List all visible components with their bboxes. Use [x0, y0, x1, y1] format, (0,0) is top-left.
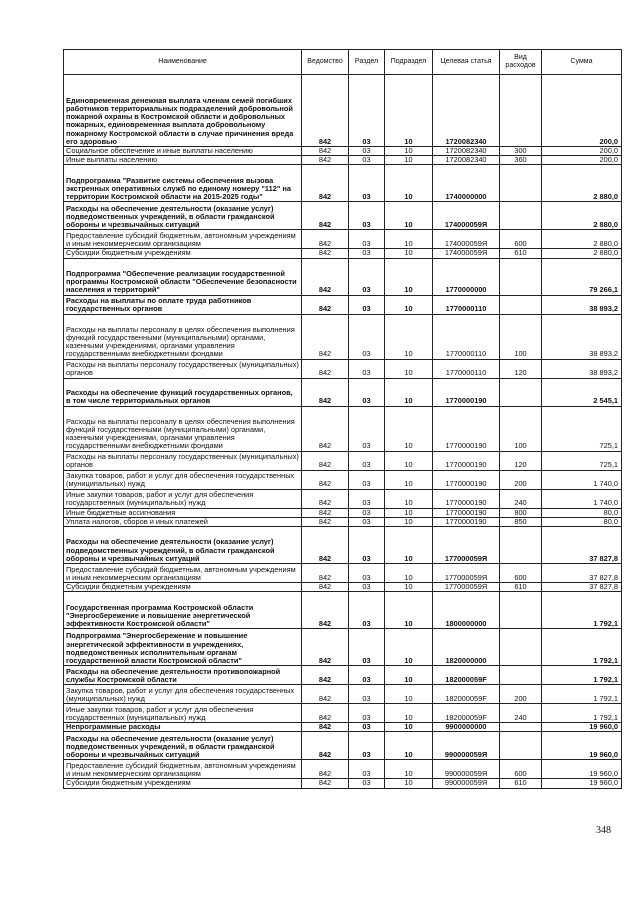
row-name: Предоставление субсидий бюджетным, автономным учреждениям и иным некоммерческим организациям: [64, 760, 302, 779]
row-department: 842: [302, 156, 349, 165]
row-target-article: 1770000190: [433, 508, 500, 517]
row-amount: 2 880,0: [542, 249, 622, 258]
budget-table-container: [63, 49, 621, 789]
row-expense-type: 800: [500, 508, 542, 517]
header-amount: Сумма: [542, 50, 622, 75]
row-amount: 1 792,1: [542, 685, 622, 704]
row-subsection: 10: [385, 517, 433, 526]
row-amount: 1 740,0: [542, 489, 622, 508]
row-expense-type: [500, 165, 542, 202]
row-department: 842: [302, 517, 349, 526]
row-amount: 19 960,0: [542, 723, 622, 732]
row-expense-type: [500, 723, 542, 732]
row-section: 03: [349, 629, 385, 666]
table-row: [64, 202, 622, 230]
header-target-article: Целевая статья: [433, 50, 500, 75]
header-subsection: Подраздел: [385, 50, 433, 75]
row-expense-type: 610: [500, 583, 542, 592]
row-subsection: 10: [385, 564, 433, 583]
row-expense-type: 240: [500, 704, 542, 723]
row-section: 03: [349, 147, 385, 156]
row-name: Расходы на обеспечение деятельности противопожарной службы Костромской области: [64, 666, 302, 685]
table-row: [64, 508, 622, 517]
row-section: 03: [349, 165, 385, 202]
row-department: 842: [302, 202, 349, 230]
row-section: 03: [349, 230, 385, 249]
table-row: [64, 489, 622, 508]
row-amount: 1 792,1: [542, 666, 622, 685]
row-section: 03: [349, 666, 385, 685]
table-row: [64, 517, 622, 526]
row-target-article: 1770000190: [433, 470, 500, 489]
row-section: 03: [349, 489, 385, 508]
table-row: [64, 760, 622, 779]
row-section: 03: [349, 249, 385, 258]
table-row: [64, 704, 622, 723]
header-department: Ведомство: [302, 50, 349, 75]
row-department: 842: [302, 629, 349, 666]
row-amount: 38 893,2: [542, 359, 622, 378]
row-section: 03: [349, 723, 385, 732]
row-subsection: 10: [385, 704, 433, 723]
row-subsection: 10: [385, 230, 433, 249]
row-expense-type: 600: [500, 760, 542, 779]
row-section: 03: [349, 760, 385, 779]
row-subsection: 10: [385, 470, 433, 489]
row-amount: 80,0: [542, 508, 622, 517]
table-row: [64, 451, 622, 470]
table-row: [64, 723, 622, 732]
table-row: [64, 732, 622, 760]
row-department: 842: [302, 147, 349, 156]
row-target-article: 990000059Я: [433, 779, 500, 788]
row-name: Расходы на выплаты персоналу в целях обеспечения выполнения функций государственными (муниципальными) органами, казенными учреждениями, органами управления государственными внебюджетными фондами: [64, 314, 302, 359]
page-number: 348: [596, 825, 611, 836]
row-amount: 37 827,8: [542, 564, 622, 583]
row-amount: 79 266,1: [542, 258, 622, 295]
row-amount: 19 960,0: [542, 732, 622, 760]
table-row: [64, 249, 622, 258]
table-row: [64, 378, 622, 406]
row-amount: 200,0: [542, 147, 622, 156]
row-name: Расходы на обеспечение функций государственных органов, в том числе территориальных органов: [64, 378, 302, 406]
row-subsection: 10: [385, 249, 433, 258]
row-department: 842: [302, 685, 349, 704]
row-section: 03: [349, 685, 385, 704]
row-expense-type: [500, 527, 542, 564]
row-expense-type: [500, 295, 542, 314]
row-department: 842: [302, 295, 349, 314]
row-expense-type: [500, 732, 542, 760]
row-section: 03: [349, 592, 385, 629]
row-target-article: 1770000110: [433, 314, 500, 359]
row-amount: 2 545,1: [542, 378, 622, 406]
row-target-article: 1720082340: [433, 75, 500, 147]
row-department: 842: [302, 564, 349, 583]
row-subsection: 10: [385, 732, 433, 760]
row-department: 842: [302, 406, 349, 451]
header-section: Раздел: [349, 50, 385, 75]
row-department: 842: [302, 470, 349, 489]
row-subsection: 10: [385, 779, 433, 788]
row-amount: 38 893,2: [542, 314, 622, 359]
row-section: 03: [349, 508, 385, 517]
row-section: 03: [349, 406, 385, 451]
row-subsection: 10: [385, 165, 433, 202]
row-amount: 725,1: [542, 451, 622, 470]
row-target-article: 1820000000: [433, 629, 500, 666]
row-department: 842: [302, 249, 349, 258]
row-name: Иные закупки товаров, работ и услуг для обеспечения государственных (муниципальных) нужд: [64, 489, 302, 508]
table-row: [64, 359, 622, 378]
row-amount: 2 880,0: [542, 230, 622, 249]
row-target-article: 1770000190: [433, 378, 500, 406]
table-row: [64, 779, 622, 788]
row-name: Подпрограмма "Энергосбережение и повышение энергетической эффективности в учреждениях, подведомственных исполнительным органам государственной власти Костромской области": [64, 629, 302, 666]
row-amount: 725,1: [542, 406, 622, 451]
row-department: 842: [302, 508, 349, 517]
row-department: 842: [302, 165, 349, 202]
row-name: Расходы на обеспечение деятельности (оказание услуг) подведомственных учреждений, в области гражданской обороны и чрезвычайных ситуаций: [64, 527, 302, 564]
row-name: Субсидии бюджетным учреждениям: [64, 779, 302, 788]
row-expense-type: 360: [500, 156, 542, 165]
row-name: Иные закупки товаров, работ и услуг для обеспечения государственных (муниципальных) нужд: [64, 704, 302, 723]
row-name: Подпрограмма "Обеспечение реализации государственной программы Костромской области "Обеспечение безопасности населения и территорий": [64, 258, 302, 295]
row-department: 842: [302, 732, 349, 760]
row-subsection: 10: [385, 666, 433, 685]
row-name: Иные выплаты населению: [64, 156, 302, 165]
row-expense-type: [500, 75, 542, 147]
row-target-article: 182000059F: [433, 704, 500, 723]
table-row: [64, 75, 622, 147]
row-department: 842: [302, 583, 349, 592]
row-department: 842: [302, 258, 349, 295]
row-section: 03: [349, 202, 385, 230]
row-target-article: 1720082340: [433, 147, 500, 156]
table-row: [64, 165, 622, 202]
row-subsection: 10: [385, 406, 433, 451]
row-expense-type: 240: [500, 489, 542, 508]
row-department: 842: [302, 314, 349, 359]
table-row: [64, 629, 622, 666]
row-subsection: 10: [385, 527, 433, 564]
row-department: 842: [302, 527, 349, 564]
row-amount: 1 792,1: [542, 592, 622, 629]
row-amount: 1 740,0: [542, 470, 622, 489]
row-department: 842: [302, 723, 349, 732]
row-subsection: 10: [385, 489, 433, 508]
table-row: [64, 314, 622, 359]
row-subsection: 10: [385, 75, 433, 147]
row-target-article: 182000059F: [433, 685, 500, 704]
row-section: 03: [349, 156, 385, 165]
table-row: [64, 147, 622, 156]
row-subsection: 10: [385, 760, 433, 779]
row-department: 842: [302, 230, 349, 249]
row-amount: 19 960,0: [542, 779, 622, 788]
row-target-article: 990000059Я: [433, 732, 500, 760]
row-expense-type: [500, 629, 542, 666]
row-expense-type: 120: [500, 451, 542, 470]
row-department: 842: [302, 666, 349, 685]
row-expense-type: 600: [500, 564, 542, 583]
row-subsection: 10: [385, 147, 433, 156]
row-target-article: 1800000000: [433, 592, 500, 629]
row-department: 842: [302, 760, 349, 779]
table-row: [64, 406, 622, 451]
row-subsection: 10: [385, 202, 433, 230]
row-amount: 2 880,0: [542, 165, 622, 202]
row-amount: 1 792,1: [542, 704, 622, 723]
table-row: [64, 592, 622, 629]
row-expense-type: 610: [500, 779, 542, 788]
row-department: 842: [302, 592, 349, 629]
row-expense-type: [500, 592, 542, 629]
row-target-article: 1770000110: [433, 359, 500, 378]
row-section: 03: [349, 517, 385, 526]
row-name: Уплата налогов, сборов и иных платежей: [64, 517, 302, 526]
row-subsection: 10: [385, 378, 433, 406]
row-amount: 37 827,8: [542, 527, 622, 564]
row-name: Социальное обеспечение и иные выплаты населению: [64, 147, 302, 156]
row-expense-type: 610: [500, 249, 542, 258]
row-target-article: 1720082340: [433, 156, 500, 165]
table-row: [64, 258, 622, 295]
row-target-article: 9900000000: [433, 723, 500, 732]
header-expense-type: Вид расходов: [500, 50, 542, 75]
table-row: [64, 230, 622, 249]
table-row: [64, 470, 622, 489]
row-amount: 200,0: [542, 156, 622, 165]
row-name: Подпрограмма "Развитие системы обеспечения вызова экстренных оперативных служб по единому номеру "112" на территории Костромской области на 2015-2025 годы": [64, 165, 302, 202]
row-department: 842: [302, 704, 349, 723]
row-subsection: 10: [385, 295, 433, 314]
row-expense-type: 100: [500, 406, 542, 451]
row-expense-type: 600: [500, 230, 542, 249]
row-name: Иные бюджетные ассигнования: [64, 508, 302, 517]
row-name: Расходы на выплаты персоналу в целях обеспечения выполнения функций государственными (муниципальными) органами, казенными учреждениями, органами управления государственными внебюджетными фондами: [64, 406, 302, 451]
row-target-article: 1770000000: [433, 258, 500, 295]
row-amount: 38 893,2: [542, 295, 622, 314]
budget-table: [63, 49, 622, 789]
row-amount: 1 792,1: [542, 629, 622, 666]
row-amount: 37 827,8: [542, 583, 622, 592]
row-section: 03: [349, 258, 385, 295]
row-target-article: 1770000110: [433, 295, 500, 314]
table-body: [64, 75, 622, 789]
row-name: Государственная программа Костромской области "Энергосбережение и повышение энергетической эффективности Костромской области": [64, 592, 302, 629]
row-expense-type: 300: [500, 147, 542, 156]
row-expense-type: [500, 378, 542, 406]
row-target-article: 990000059Я: [433, 760, 500, 779]
row-expense-type: 200: [500, 470, 542, 489]
row-expense-type: [500, 258, 542, 295]
row-target-article: 174000059Я: [433, 230, 500, 249]
row-subsection: 10: [385, 258, 433, 295]
row-name: Единовременная денежная выплата членам семей погибших работников территориальных подразделений добровольной пожарной охраны в Костромской области и добровольных пожарных, единовременная выплата добровольному пожарному Костромской области в случае причинения вреда его здоровью: [64, 75, 302, 147]
row-name: Предоставление субсидий бюджетным, автономным учреждениям и иным некоммерческим организациям: [64, 564, 302, 583]
table-row: [64, 666, 622, 685]
header-name: Наименование: [64, 50, 302, 75]
row-section: 03: [349, 378, 385, 406]
row-target-article: 1740000000: [433, 165, 500, 202]
row-subsection: 10: [385, 583, 433, 592]
row-section: 03: [349, 314, 385, 359]
row-name: Расходы на выплаты персоналу государственных (муниципальных) органов: [64, 451, 302, 470]
row-department: 842: [302, 75, 349, 147]
row-section: 03: [349, 359, 385, 378]
row-section: 03: [349, 527, 385, 564]
row-amount: 2 880,0: [542, 202, 622, 230]
row-expense-type: 100: [500, 314, 542, 359]
row-department: 842: [302, 378, 349, 406]
row-name: Непрограммные расходы: [64, 723, 302, 732]
row-subsection: 10: [385, 508, 433, 517]
row-department: 842: [302, 359, 349, 378]
row-amount: 19 960,0: [542, 760, 622, 779]
row-name: Расходы на выплаты по оплате труда работников государственных органов: [64, 295, 302, 314]
table-row: [64, 564, 622, 583]
row-section: 03: [349, 75, 385, 147]
row-department: 842: [302, 779, 349, 788]
row-target-article: 177000059Я: [433, 583, 500, 592]
row-target-article: 177000059Я: [433, 527, 500, 564]
table-row: [64, 685, 622, 704]
row-section: 03: [349, 779, 385, 788]
row-department: 842: [302, 451, 349, 470]
table-header: [64, 50, 622, 75]
row-section: 03: [349, 583, 385, 592]
row-section: 03: [349, 564, 385, 583]
row-name: Субсидии бюджетным учреждениям: [64, 249, 302, 258]
row-name: Закупка товаров, работ и услуг для обеспечения государственных (муниципальных) нужд: [64, 470, 302, 489]
row-target-article: 174000059Я: [433, 202, 500, 230]
row-target-article: 1770000190: [433, 517, 500, 526]
row-expense-type: 850: [500, 517, 542, 526]
row-expense-type: [500, 666, 542, 685]
row-section: 03: [349, 704, 385, 723]
row-target-article: 1770000190: [433, 451, 500, 470]
table-row: [64, 156, 622, 165]
row-section: 03: [349, 451, 385, 470]
row-target-article: 1770000190: [433, 489, 500, 508]
row-subsection: 10: [385, 314, 433, 359]
table-row: [64, 583, 622, 592]
row-target-article: 174000059Я: [433, 249, 500, 258]
row-name: Закупка товаров, работ и услуг для обеспечения государственных (муниципальных) нужд: [64, 685, 302, 704]
row-subsection: 10: [385, 451, 433, 470]
row-expense-type: 120: [500, 359, 542, 378]
row-name: Предоставление субсидий бюджетным, автономным учреждениям и иным некоммерческим организациям: [64, 230, 302, 249]
row-section: 03: [349, 732, 385, 760]
row-subsection: 10: [385, 156, 433, 165]
row-amount: 80,0: [542, 517, 622, 526]
row-subsection: 10: [385, 723, 433, 732]
row-section: 03: [349, 470, 385, 489]
row-target-article: 1770000190: [433, 406, 500, 451]
row-name: Расходы на обеспечение деятельности (оказание услуг) подведомственных учреждений, в области гражданской обороны и чрезвычайных ситуаций: [64, 732, 302, 760]
row-name: Субсидии бюджетным учреждениям: [64, 583, 302, 592]
row-name: Расходы на обеспечение деятельности (оказание услуг) подведомственных учреждений, в области гражданской обороны и чрезвычайных ситуаций: [64, 202, 302, 230]
row-expense-type: 200: [500, 685, 542, 704]
row-expense-type: [500, 202, 542, 230]
row-name: Расходы на выплаты персоналу государственных (муниципальных) органов: [64, 359, 302, 378]
row-amount: 200,0: [542, 75, 622, 147]
table-row: [64, 527, 622, 564]
row-subsection: 10: [385, 359, 433, 378]
table-row: [64, 295, 622, 314]
row-department: 842: [302, 489, 349, 508]
row-subsection: 10: [385, 685, 433, 704]
row-target-article: 177000059Я: [433, 564, 500, 583]
row-section: 03: [349, 295, 385, 314]
row-subsection: 10: [385, 629, 433, 666]
row-target-article: 182000059F: [433, 666, 500, 685]
row-subsection: 10: [385, 592, 433, 629]
